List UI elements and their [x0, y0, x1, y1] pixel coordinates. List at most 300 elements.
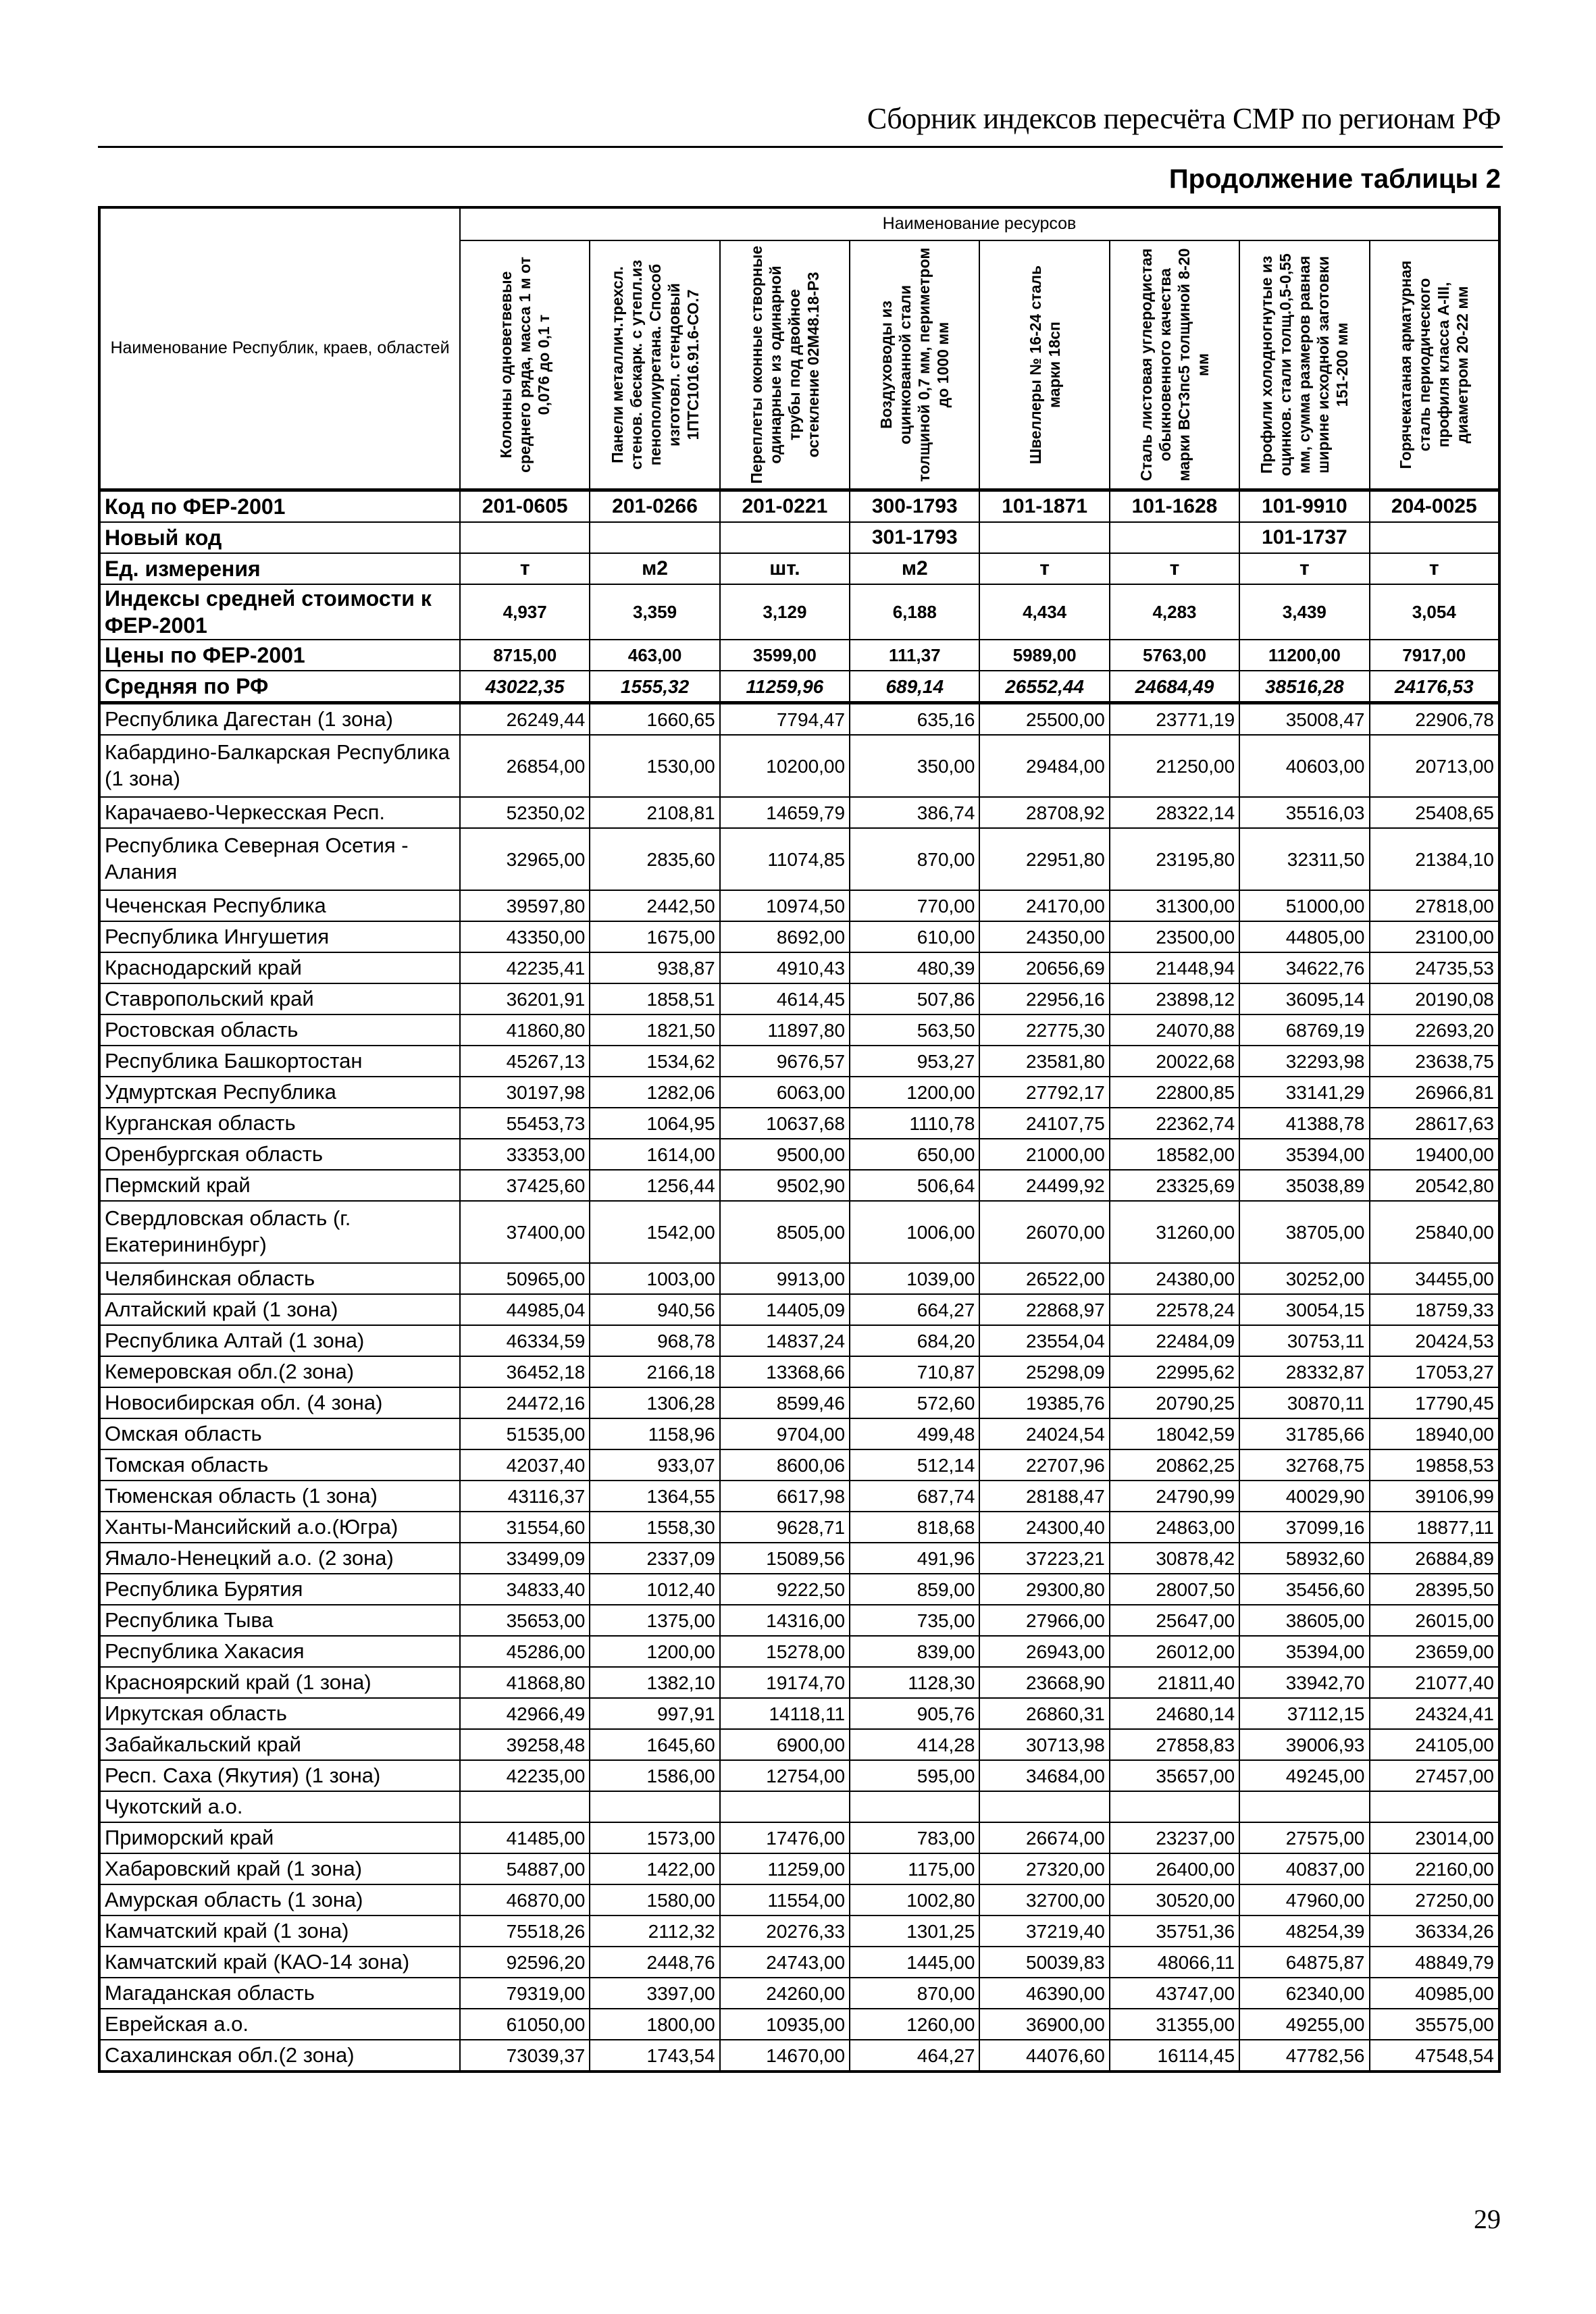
meta-row-value: 201-0221 [720, 490, 850, 523]
price-cell: 1110,78 [850, 1108, 979, 1139]
table-row [99, 1170, 1499, 1201]
resource-column-header [850, 240, 979, 490]
price-cell: 1743,54 [590, 2040, 719, 2072]
price-cell: 32293,98 [1239, 1046, 1369, 1077]
meta-row-value: т [460, 553, 590, 584]
price-cell: 26400,00 [1110, 1853, 1239, 1884]
price-cell: 19385,76 [979, 1387, 1109, 1418]
price-cell [720, 1791, 850, 1822]
meta-row-value: 201-0266 [590, 490, 719, 523]
price-cell [850, 1791, 979, 1822]
region-name-cell: Приморский край [99, 1822, 460, 1853]
price-cell: 1200,00 [850, 1077, 979, 1108]
region-name-cell: Камчатский край (КАО-14 зона) [99, 1947, 460, 1978]
price-cell: 1175,00 [850, 1853, 979, 1884]
price-cell: 1012,40 [590, 1574, 719, 1605]
price-cell: 23195,80 [1110, 828, 1239, 890]
price-cell: 1614,00 [590, 1139, 719, 1170]
region-name-cell: Свердловская область (г. Екатерининбург) [99, 1201, 460, 1263]
meta-row-label: Индексы средней стоимости к ФЕР-2001 [99, 584, 460, 640]
meta-row-value: 4,937 [460, 584, 590, 640]
price-cell: 24350,00 [979, 921, 1109, 952]
table-row [99, 1667, 1499, 1698]
meta-row-value: 463,00 [590, 640, 719, 671]
meta-row-label: Код по ФЕР-2001 [99, 490, 460, 523]
price-cell: 870,00 [850, 828, 979, 890]
price-cell: 14405,09 [720, 1294, 850, 1325]
price-cell: 770,00 [850, 890, 979, 921]
price-cell: 23638,75 [1370, 1046, 1499, 1077]
price-cell: 50965,00 [460, 1263, 590, 1294]
price-cell: 26015,00 [1370, 1605, 1499, 1636]
meta-row-value: 6,188 [850, 584, 979, 640]
region-rows [99, 703, 1499, 2072]
price-cell: 22693,20 [1370, 1014, 1499, 1046]
price-cell: 18940,00 [1370, 1418, 1499, 1449]
price-cell: 32965,00 [460, 828, 590, 890]
meta-row-value: 1555,32 [590, 671, 719, 703]
page-number: 29 [1474, 2204, 1501, 2234]
resource-column-header [1239, 240, 1369, 490]
price-cell: 7794,47 [720, 703, 850, 736]
price-cell: 24380,00 [1110, 1263, 1239, 1294]
price-cell: 512,14 [850, 1449, 979, 1481]
price-cell: 18042,59 [1110, 1418, 1239, 1449]
price-cell: 22484,09 [1110, 1325, 1239, 1356]
price-cell: 28007,50 [1110, 1574, 1239, 1605]
price-cell: 9502,90 [720, 1170, 850, 1201]
table-row [99, 1947, 1499, 1978]
price-cell: 6063,00 [720, 1077, 850, 1108]
price-cell: 938,87 [590, 952, 719, 983]
price-cell: 1301,25 [850, 1916, 979, 1947]
table-row [99, 1046, 1499, 1077]
table-row [99, 1294, 1499, 1325]
price-cell: 36452,18 [460, 1356, 590, 1387]
price-cell: 42966,49 [460, 1698, 590, 1729]
price-cell: 20276,33 [720, 1916, 850, 1947]
price-cell: 905,76 [850, 1698, 979, 1729]
price-cell: 46334,59 [460, 1325, 590, 1356]
table-row [99, 797, 1499, 828]
price-cell: 22800,85 [1110, 1077, 1239, 1108]
price-cell: 687,74 [850, 1481, 979, 1512]
meta-row-value: 8715,00 [460, 640, 590, 671]
price-cell: 8599,46 [720, 1387, 850, 1418]
price-cell: 572,60 [850, 1387, 979, 1418]
meta-row-value [1110, 522, 1239, 553]
price-cell: 34684,00 [979, 1760, 1109, 1791]
price-cell: 635,16 [850, 703, 979, 736]
price-cell [979, 1791, 1109, 1822]
price-cell: 24170,00 [979, 890, 1109, 921]
price-cell [1110, 1791, 1239, 1822]
price-cell: 28322,14 [1110, 797, 1239, 828]
price-cell [1239, 1791, 1369, 1822]
price-cell: 46870,00 [460, 1884, 590, 1916]
region-name-cell: Иркутская область [99, 1698, 460, 1729]
price-cell: 2337,09 [590, 1543, 719, 1574]
price-cell: 11074,85 [720, 828, 850, 890]
meta-row-value: шт. [720, 553, 850, 584]
region-name-cell: Ханты-Мансийский а.о.(Югра) [99, 1512, 460, 1543]
meta-row-value: 3,439 [1239, 584, 1369, 640]
table-row [99, 1978, 1499, 2009]
resource-column-header-text: Горячекатаная арматурная сталь периодического профиля класса А-III, диаметром 20-22 мм [1397, 260, 1472, 469]
price-cell: 24107,75 [979, 1108, 1109, 1139]
price-cell: 1586,00 [590, 1760, 719, 1791]
price-cell: 23500,00 [1110, 921, 1239, 952]
price-cell: 75518,26 [460, 1916, 590, 1947]
region-name-cell: Республика Хакасия [99, 1636, 460, 1667]
price-cell: 11554,00 [720, 1884, 850, 1916]
price-cell: 8600,06 [720, 1449, 850, 1481]
table-row [99, 1139, 1499, 1170]
region-name-cell: Краснодарский край [99, 952, 460, 983]
price-cell: 37400,00 [460, 1201, 590, 1263]
price-cell: 30713,98 [979, 1729, 1109, 1760]
price-cell: 51000,00 [1239, 890, 1369, 921]
price-cell: 1064,95 [590, 1108, 719, 1139]
price-cell: 16114,45 [1110, 2040, 1239, 2072]
price-cell: 14118,11 [720, 1698, 850, 1729]
region-column-header: Наименование Республик, краев, областей [99, 207, 460, 490]
meta-row-value: 11200,00 [1239, 640, 1369, 671]
resource-column-header-text: Швеллеры № 16-24 сталь марки 18сп [1026, 265, 1063, 465]
price-cell: 480,39 [850, 952, 979, 983]
price-cell: 24105,00 [1370, 1729, 1499, 1760]
price-cell: 38605,00 [1239, 1605, 1369, 1636]
price-cell: 4614,45 [720, 983, 850, 1014]
price-cell: 39597,80 [460, 890, 590, 921]
price-cell: 27575,00 [1239, 1822, 1369, 1853]
price-cell: 24300,40 [979, 1512, 1109, 1543]
meta-row-value [720, 522, 850, 553]
price-cell: 30252,00 [1239, 1263, 1369, 1294]
meta-row-value: 3,359 [590, 584, 719, 640]
new-code-row [99, 522, 1499, 553]
price-cell: 17476,00 [720, 1822, 850, 1853]
table-row [99, 952, 1499, 983]
price-cell: 20713,00 [1370, 735, 1499, 797]
price-cell: 52350,02 [460, 797, 590, 828]
price-cell: 24680,14 [1110, 1698, 1239, 1729]
price-cell: 31355,00 [1110, 2009, 1239, 2040]
price-cell: 11897,80 [720, 1014, 850, 1046]
meta-row-value: 301-1793 [850, 522, 979, 553]
meta-row-value: 43022,35 [460, 671, 590, 703]
price-cell: 29484,00 [979, 735, 1109, 797]
price-cell: 18759,33 [1370, 1294, 1499, 1325]
table-row [99, 1077, 1499, 1108]
price-cell: 24472,16 [460, 1387, 590, 1418]
price-cell: 20862,25 [1110, 1449, 1239, 1481]
region-name-cell: Забайкальский край [99, 1729, 460, 1760]
price-cell: 350,00 [850, 735, 979, 797]
region-name-cell: Респ. Саха (Якутия) (1 зона) [99, 1760, 460, 1791]
table-row [99, 1512, 1499, 1543]
price-cell: 45267,13 [460, 1046, 590, 1077]
price-cell: 1364,55 [590, 1481, 719, 1512]
price-cell: 18582,00 [1110, 1139, 1239, 1170]
price-cell: 36334,26 [1370, 1916, 1499, 1947]
price-cell: 1282,06 [590, 1077, 719, 1108]
table-row [99, 1636, 1499, 1667]
price-cell: 21448,94 [1110, 952, 1239, 983]
price-cell: 9628,71 [720, 1512, 850, 1543]
region-name-cell: Амурская область (1 зона) [99, 1884, 460, 1916]
price-cell: 46390,00 [979, 1978, 1109, 2009]
price-cell: 1645,60 [590, 1729, 719, 1760]
meta-row-value: т [1239, 553, 1369, 584]
meta-row-label: Средняя по РФ [99, 671, 460, 703]
price-cell: 11259,00 [720, 1853, 850, 1884]
price-cell: 28617,63 [1370, 1108, 1499, 1139]
price-cell: 23771,19 [1110, 703, 1239, 736]
region-name-cell: Республика Тыва [99, 1605, 460, 1636]
price-cell: 32768,75 [1239, 1449, 1369, 1481]
meta-row-value: 5763,00 [1110, 640, 1239, 671]
price-cell: 23100,00 [1370, 921, 1499, 952]
price-cell: 27792,17 [979, 1077, 1109, 1108]
price-cell: 14659,79 [720, 797, 850, 828]
price-cell: 48254,39 [1239, 1916, 1369, 1947]
resource-column-header [720, 240, 850, 490]
meta-row-value: 11259,96 [720, 671, 850, 703]
price-cell: 10200,00 [720, 735, 850, 797]
price-cell: 33942,70 [1239, 1667, 1369, 1698]
price-cell: 26012,00 [1110, 1636, 1239, 1667]
price-cell: 1542,00 [590, 1201, 719, 1263]
price-cell: 20424,53 [1370, 1325, 1499, 1356]
price-cell: 839,00 [850, 1636, 979, 1667]
region-name-cell: Оренбургская область [99, 1139, 460, 1170]
price-cell: 23237,00 [1110, 1822, 1239, 1853]
meta-row-label: Ед. измерения [99, 553, 460, 584]
price-cell: 17790,45 [1370, 1387, 1499, 1418]
price-cell: 26860,31 [979, 1698, 1109, 1729]
price-cell: 1675,00 [590, 921, 719, 952]
price-cell: 3397,00 [590, 1978, 719, 2009]
price-cell: 1821,50 [590, 1014, 719, 1046]
price-cell: 35575,00 [1370, 2009, 1499, 2040]
price-cell: 710,87 [850, 1356, 979, 1387]
fer-code-row [99, 490, 1499, 523]
price-cell: 21077,40 [1370, 1667, 1499, 1698]
running-title: Сборник индексов пересчёта СМР по регионам РФ [867, 102, 1501, 135]
region-name-cell: Алтайский край (1 зона) [99, 1294, 460, 1325]
meta-row-value: 3599,00 [720, 640, 850, 671]
price-cell: 42235,00 [460, 1760, 590, 1791]
price-cell: 47960,00 [1239, 1884, 1369, 1916]
price-cell: 41868,80 [460, 1667, 590, 1698]
resource-column-header-text: Профили холодногнутые из оцинков. стали толщ.0,5-0,55 мм, сумма размеров равная ширине исходной заготовки 151-200 мм [1258, 253, 1352, 476]
price-cell: 783,00 [850, 1822, 979, 1853]
price-cell: 29300,80 [979, 1574, 1109, 1605]
price-cell: 54887,00 [460, 1853, 590, 1884]
price-cell: 10935,00 [720, 2009, 850, 2040]
price-cell: 31260,00 [1110, 1201, 1239, 1263]
price-cell: 1800,00 [590, 2009, 719, 2040]
price-cell: 31554,60 [460, 1512, 590, 1543]
header-rule [98, 146, 1503, 148]
region-name-cell: Магаданская область [99, 1978, 460, 2009]
price-cell: 1382,10 [590, 1667, 719, 1698]
price-cell: 2108,81 [590, 797, 719, 828]
price-cell: 23014,00 [1370, 1822, 1499, 1853]
table-row [99, 1201, 1499, 1263]
region-name-cell: Еврейская а.о. [99, 2009, 460, 2040]
resource-column-header-text: Переплеты оконные створные одинарные из одинарной трубы под двойное остекление 02М48.18-Р3 [747, 245, 822, 484]
region-name-cell: Хабаровский край (1 зона) [99, 1853, 460, 1884]
price-cell: 22362,74 [1110, 1108, 1239, 1139]
price-cell: 32311,50 [1239, 828, 1369, 890]
avg-cost-index-row [99, 584, 1499, 640]
price-cell: 8692,00 [720, 921, 850, 952]
price-cell: 31300,00 [1110, 890, 1239, 921]
price-cell: 21000,00 [979, 1139, 1109, 1170]
price-cell: 23898,12 [1110, 983, 1239, 1014]
price-cell: 1200,00 [590, 1636, 719, 1667]
price-cell: 49255,00 [1239, 2009, 1369, 2040]
price-cell: 48066,11 [1110, 1947, 1239, 1978]
price-cell: 26249,44 [460, 703, 590, 736]
price-cell: 43747,00 [1110, 1978, 1239, 2009]
region-name-cell: Сахалинская обл.(2 зона) [99, 2040, 460, 2072]
price-cell: 24024,54 [979, 1418, 1109, 1449]
table-row [99, 1543, 1499, 1574]
price-cell: 27818,00 [1370, 890, 1499, 921]
price-cell: 10637,68 [720, 1108, 850, 1139]
price-cell: 31785,66 [1239, 1418, 1369, 1449]
price-cell: 42235,41 [460, 952, 590, 983]
table-row [99, 1791, 1499, 1822]
price-cell: 33141,29 [1239, 1077, 1369, 1108]
price-cell: 491,96 [850, 1543, 979, 1574]
price-cell: 18877,11 [1370, 1512, 1499, 1543]
price-cell: 684,20 [850, 1325, 979, 1356]
price-cell: 58932,60 [1239, 1543, 1369, 1574]
price-cell: 55453,73 [460, 1108, 590, 1139]
price-cell: 1375,00 [590, 1605, 719, 1636]
table-row [99, 1449, 1499, 1481]
price-cell: 35653,00 [460, 1605, 590, 1636]
table-row [99, 1481, 1499, 1512]
price-cell: 21250,00 [1110, 735, 1239, 797]
meta-row-value: 101-1871 [979, 490, 1109, 523]
meta-row-value: 111,37 [850, 640, 979, 671]
price-cell: 1002,80 [850, 1884, 979, 1916]
price-cell: 41485,00 [460, 1822, 590, 1853]
table-row [99, 1822, 1499, 1853]
meta-rows [99, 490, 1499, 703]
price-cell: 34622,76 [1239, 952, 1369, 983]
price-cell: 24790,99 [1110, 1481, 1239, 1512]
price-cell: 2442,50 [590, 890, 719, 921]
table-row [99, 1884, 1499, 1916]
price-cell: 26884,89 [1370, 1543, 1499, 1574]
price-cell: 34455,00 [1370, 1263, 1499, 1294]
price-cell: 37112,15 [1239, 1698, 1369, 1729]
price-cell: 79319,00 [460, 1978, 590, 2009]
meta-row-value: 3,054 [1370, 584, 1499, 640]
price-cell: 1158,96 [590, 1418, 719, 1449]
price-cell: 40837,00 [1239, 1853, 1369, 1884]
region-name-cell: Тюменская область (1 зона) [99, 1481, 460, 1512]
price-cell: 45286,00 [460, 1636, 590, 1667]
price-cell: 25500,00 [979, 703, 1109, 736]
price-cell: 37219,40 [979, 1916, 1109, 1947]
price-cell: 24499,92 [979, 1170, 1109, 1201]
table-caption: Продолжение таблицы 2 [1168, 164, 1501, 194]
price-cell: 8505,00 [720, 1201, 850, 1263]
price-cell: 24743,00 [720, 1947, 850, 1978]
price-cell: 37223,21 [979, 1543, 1109, 1574]
price-cell: 68769,19 [1239, 1014, 1369, 1046]
region-name-cell: Ростовская область [99, 1014, 460, 1046]
region-name-cell: Республика Дагестан (1 зона) [99, 703, 460, 736]
table-row [99, 1356, 1499, 1387]
meta-row-value: 7917,00 [1370, 640, 1499, 671]
price-cell: 650,00 [850, 1139, 979, 1170]
price-cell: 1858,51 [590, 983, 719, 1014]
region-name-cell: Новосибирская обл. (4 зона) [99, 1387, 460, 1418]
meta-row-label: Цены по ФЕР-2001 [99, 640, 460, 671]
price-cell: 61050,00 [460, 2009, 590, 2040]
price-cell: 47782,56 [1239, 2040, 1369, 2072]
price-cell: 40603,00 [1239, 735, 1369, 797]
price-cell: 64875,87 [1239, 1947, 1369, 1978]
table-row [99, 1263, 1499, 1294]
region-name-cell: Красноярский край (1 зона) [99, 1667, 460, 1698]
fer-price-row [99, 640, 1499, 671]
price-cell: 968,78 [590, 1325, 719, 1356]
price-cell: 28188,47 [979, 1481, 1109, 1512]
price-cell: 36201,91 [460, 983, 590, 1014]
region-name-cell: Томская область [99, 1449, 460, 1481]
price-cell: 595,00 [850, 1760, 979, 1791]
price-cell: 22578,24 [1110, 1294, 1239, 1325]
meta-row-value: т [979, 553, 1109, 584]
price-cell: 30753,11 [1239, 1325, 1369, 1356]
table-head [99, 207, 1499, 490]
price-cell: 997,91 [590, 1698, 719, 1729]
price-cell: 1039,00 [850, 1263, 979, 1294]
price-cell: 933,07 [590, 1449, 719, 1481]
unit-row [99, 553, 1499, 584]
table-row [99, 1698, 1499, 1729]
price-cell: 41388,78 [1239, 1108, 1369, 1139]
meta-row-value: 24684,49 [1110, 671, 1239, 703]
price-cell: 386,74 [850, 797, 979, 828]
price-cell: 1573,00 [590, 1822, 719, 1853]
price-cell: 953,27 [850, 1046, 979, 1077]
price-cell: 20656,69 [979, 952, 1109, 983]
price-cell: 30054,15 [1239, 1294, 1369, 1325]
resource-column-header-text: Сталь листовая углеродистая обыкновенного качества марки ВСт3пс5 толщиной 8-20 мм [1137, 248, 1212, 482]
table-row [99, 735, 1499, 797]
region-name-cell: Ямало-Ненецкий а.о. (2 зона) [99, 1543, 460, 1574]
price-cell: 20790,25 [1110, 1387, 1239, 1418]
price-cell: 1660,65 [590, 703, 719, 736]
table-row [99, 1729, 1499, 1760]
meta-row-value: 4,434 [979, 584, 1109, 640]
resource-column-header [1370, 240, 1499, 490]
price-cell: 38705,00 [1239, 1201, 1369, 1263]
region-name-cell: Ставропольский край [99, 983, 460, 1014]
price-cell: 15089,56 [720, 1543, 850, 1574]
price-cell: 14670,00 [720, 2040, 850, 2072]
